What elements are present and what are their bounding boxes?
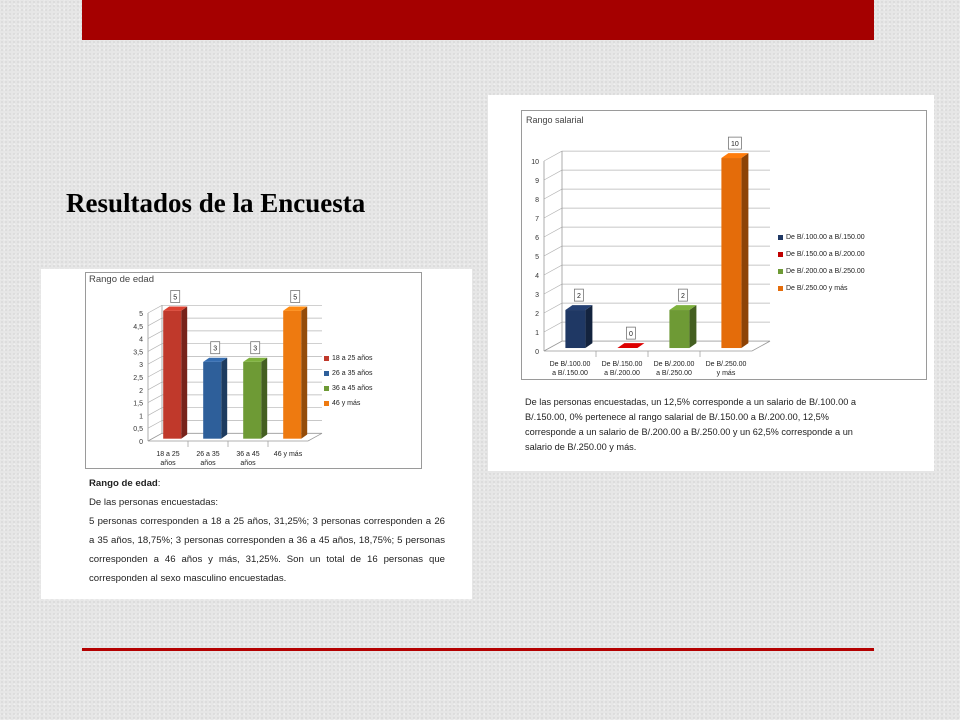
age-legend-label: 26 a 35 años: [332, 370, 373, 377]
salary-ytick-label: 8: [535, 197, 539, 204]
age-legend-label: 18 a 25 años: [332, 355, 373, 362]
salary-category-label-line: y más: [716, 370, 736, 377]
salary-chart: [521, 110, 927, 380]
salary-legend-label: De B/.250.00 y más: [786, 285, 848, 292]
age-bar-front: [243, 362, 261, 439]
salary-ytick-label: 10: [531, 159, 539, 166]
age-bar-front: [163, 311, 181, 439]
salary-ytick-label: 6: [535, 235, 539, 242]
age-bar: [163, 306, 187, 438]
salary-gridline-side: [544, 189, 562, 199]
bottom-accent-rule: [82, 648, 874, 651]
salary-gridline-side: [544, 151, 562, 161]
salary-category-label-line: a B/.200.00: [604, 370, 640, 377]
age-legend-item: [324, 396, 372, 411]
age-category-label-line: años: [160, 460, 176, 467]
age-legend-swatch: [324, 356, 329, 361]
salary-legend-swatch: [778, 235, 783, 240]
salary-ytick-label: 4: [535, 273, 539, 280]
age-category-label: [196, 451, 219, 467]
age-data-label: 5: [173, 294, 178, 302]
salary-category-label: [550, 361, 591, 377]
age-legend-label: 46 y más: [332, 400, 361, 407]
age-gridline-side: [148, 357, 162, 365]
age-category-label-line: años: [200, 460, 216, 467]
age-category-label-line: 36 a 45: [236, 451, 260, 458]
age-legend-label: 36 a 45 años: [332, 385, 373, 392]
salary-legend-swatch: [778, 269, 783, 274]
age-description-body: 5 personas corresponden a 18 a 25 años, 31,25%; 3 personas corresponden a 26 a 35 años, 18,75%; 3 personas corresponden a 36 a 45 años, 18,75%; 5 personas corresponden a 46 años y más, 31,25%. Son un total de 16 personas que corresponden al sexo masculino encuestadas.: [89, 516, 445, 584]
salary-gridline-side: [544, 170, 562, 180]
salary-ytick-label: 0: [535, 349, 539, 356]
salary-description: De las personas encuestadas, un 12,5% corresponde a un salario de B/.100.00 a B/.150.00, 0% pertenece al rango salarial de B/.150.00 a B/.200.00, 12,5% corresponde a un salario de B/.200.00 a B/.250.00 y un 62,5% corresponde a un salario de B/.250.00 y más.: [525, 397, 856, 452]
age-bar-side: [261, 358, 267, 439]
age-chart-title: Rango de edad: [89, 274, 154, 285]
salary-bar: [721, 153, 748, 348]
salary-ytick-label: 3: [535, 292, 539, 299]
salary-data-label: 10: [731, 141, 739, 149]
age-ytick-label: 3: [139, 362, 143, 370]
age-category-label: [156, 451, 179, 467]
age-bar-side: [181, 306, 187, 438]
salary-legend-label: De B/.200.00 a B/.250.00: [786, 268, 865, 275]
age-ytick-label: 4: [139, 336, 143, 344]
age-bar: [203, 358, 227, 439]
salary-legend-swatch: [778, 286, 783, 291]
top-accent-bar: [82, 0, 874, 40]
salary-ytick-label: 1: [535, 330, 539, 337]
age-legend-item: [324, 366, 372, 381]
age-legend-item: [324, 351, 372, 366]
age-category-label-line: 46 y más: [273, 451, 303, 458]
salary-bar-front: [669, 310, 689, 348]
age-category-label: [236, 451, 259, 467]
salary-ytick-label: 7: [535, 216, 539, 223]
salary-gridline-side: [544, 303, 562, 313]
age-chart: [85, 272, 422, 469]
age-ytick-label: 1: [139, 413, 143, 421]
age-bar-side: [301, 306, 307, 438]
slide-title: Resultados de la Encuesta: [66, 188, 366, 218]
age-category-label: [274, 451, 303, 458]
age-chart-legend: [324, 351, 372, 411]
salary-category-label: [706, 361, 747, 377]
salary-gridline-side: [544, 284, 562, 294]
salary-chart-title: Rango salarial: [526, 115, 584, 125]
age-description-heading: Rango de edad:: [89, 478, 161, 489]
salary-data-label: 2: [576, 293, 581, 301]
salary-data-label: 2: [680, 293, 685, 301]
age-category-label-line: años: [240, 460, 256, 467]
age-gridline-side: [148, 331, 162, 339]
age-data-label: 3: [213, 345, 218, 353]
age-ytick-label: 1,5: [133, 400, 143, 408]
age-gridline-side: [148, 395, 162, 403]
age-bar-front: [203, 362, 221, 439]
age-gridline-side: [148, 408, 162, 416]
age-gridline-side: [148, 305, 162, 313]
age-gridline-side: [148, 421, 162, 429]
age-bar-side: [221, 358, 227, 439]
age-gridline-side: [148, 369, 162, 377]
salary-legend-item: [778, 246, 865, 263]
age-gridline-side: [148, 344, 162, 352]
age-ytick-label: 0,5: [133, 426, 143, 434]
salary-chart-legend: [778, 229, 865, 297]
age-description: [89, 474, 445, 588]
salary-gridline-side: [544, 227, 562, 237]
salary-category-label-line: a B/.150.00: [552, 370, 588, 377]
salary-range-panel: [488, 95, 934, 471]
salary-category-label-line: a B/.250.00: [656, 370, 692, 377]
salary-gridline-side: [544, 322, 562, 332]
salary-category-label-line: De B/.250.00: [705, 361, 747, 368]
salary-category-label-line: De B/.150.00: [601, 361, 643, 368]
age-ytick-label: 3,5: [133, 349, 143, 357]
salary-legend-item: [778, 263, 865, 280]
salary-category-label: [654, 361, 695, 377]
salary-ytick-label: 9: [535, 178, 539, 185]
age-bar: [243, 358, 267, 439]
age-legend-swatch: [324, 401, 329, 406]
salary-bar-side: [689, 305, 696, 348]
age-legend-swatch: [324, 371, 329, 376]
age-category-label-line: 18 a 25: [156, 451, 180, 458]
age-ytick-label: 5: [139, 311, 143, 318]
age-bar: [283, 306, 307, 438]
salary-bar-front: [565, 310, 585, 348]
salary-bar-side: [741, 153, 748, 348]
salary-legend-item: [778, 280, 865, 297]
age-data-label: 5: [293, 294, 298, 302]
salary-bar-side: [585, 305, 592, 348]
age-ytick-label: 4,5: [133, 323, 143, 331]
age-gridline-side: [148, 318, 162, 326]
salary-bar-front: [721, 158, 741, 348]
salary-gridline-side: [544, 265, 562, 275]
salary-gridline-side: [544, 246, 562, 256]
age-range-panel: [41, 269, 472, 599]
salary-bar: [669, 305, 696, 348]
salary-legend-label: De B/.150.00 a B/.200.00: [786, 251, 865, 258]
salary-ytick-label: 5: [535, 254, 539, 261]
salary-ytick-label: 2: [535, 311, 539, 318]
age-description-intro: De las personas encuestadas:: [89, 497, 219, 508]
age-data-label: 3: [253, 345, 258, 353]
age-ytick-label: 2: [139, 387, 143, 395]
salary-chart-plot: [522, 111, 926, 379]
salary-category-label-line: De B/.200.00: [653, 361, 695, 368]
age-ytick-label: 0: [139, 439, 143, 446]
age-legend-swatch: [324, 386, 329, 391]
age-legend-item: [324, 381, 372, 396]
salary-legend-swatch: [778, 252, 783, 257]
age-ytick-label: 2,5: [133, 375, 143, 382]
salary-legend-item: [778, 229, 865, 246]
age-gridline-side: [148, 382, 162, 390]
salary-category-label-line: De B/.100.00: [549, 361, 591, 368]
salary-legend-label: De B/.100.00 a B/.150.00: [786, 234, 865, 241]
salary-bar: [565, 305, 592, 348]
salary-gridline-side: [544, 208, 562, 218]
age-category-label-line: 26 a 35: [196, 451, 220, 458]
salary-data-label: 0: [628, 331, 633, 339]
salary-category-label: [602, 361, 643, 377]
age-bar-front: [283, 311, 301, 439]
